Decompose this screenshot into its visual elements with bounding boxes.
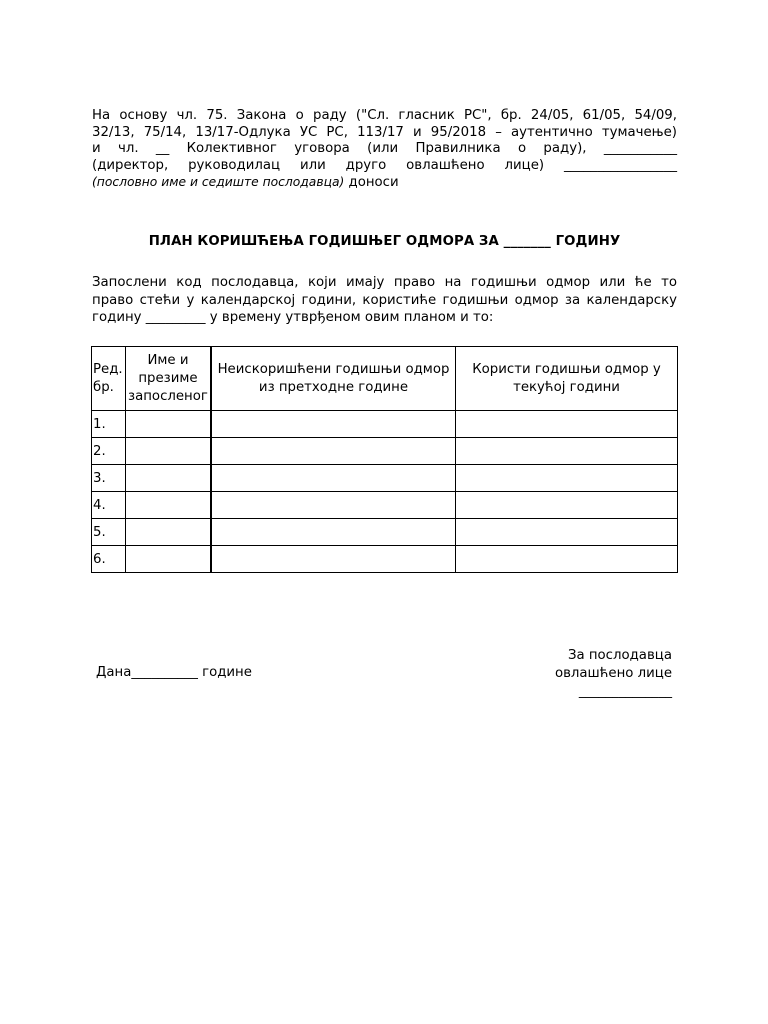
current-leave-cell[interactable]	[456, 519, 678, 546]
unused-leave-cell[interactable]	[211, 411, 456, 438]
document-title: ПЛАН КОРИШЋЕЊА ГОДИШЊЕГ ОДМОРА ЗА _______ ГОДИНУ	[148, 234, 621, 249]
header-unused-leave: Неискоришћени годишњи одмор из претходне године	[211, 347, 456, 411]
intro-line-5	[92, 174, 677, 192]
unused-leave-cell[interactable]	[211, 546, 456, 573]
intro-line-3: и чл. __ Колективног уговора (или Правилника о раду), ___________	[92, 141, 677, 156]
row-number: 2.	[92, 438, 126, 465]
body-line-1: Запослени код послодавца, који имају право на годишњи одмор или ће то	[92, 275, 677, 290]
table-row	[92, 411, 678, 438]
unused-leave-cell[interactable]	[211, 492, 456, 519]
current-leave-cell[interactable]	[456, 492, 678, 519]
date-line: Дана__________ године	[96, 665, 252, 680]
table-row	[92, 492, 678, 519]
row-number: 1.	[92, 411, 126, 438]
signature-line-1: За послодавца	[567, 648, 672, 663]
employee-name-cell[interactable]	[125, 519, 210, 546]
employee-name-cell[interactable]	[125, 546, 210, 573]
row-number: 5.	[92, 519, 126, 546]
table-row	[92, 438, 678, 465]
unused-leave-cell[interactable]	[211, 519, 456, 546]
header-ordinal: Ред. бр.	[92, 347, 126, 411]
current-leave-cell[interactable]	[456, 438, 678, 465]
current-leave-cell[interactable]	[456, 546, 678, 573]
table-row	[92, 465, 678, 492]
vacation-plan-table	[91, 346, 678, 573]
row-number: 6.	[92, 546, 126, 573]
table-row	[92, 546, 678, 573]
employee-name-cell[interactable]	[125, 492, 210, 519]
employer-note: (пословно име и седиште послодавца)	[92, 175, 345, 189]
employee-name-cell[interactable]	[125, 411, 210, 438]
body-line-3: годину _________ у времену утврђеном овим планом и то:	[92, 310, 494, 325]
row-number: 4.	[92, 492, 126, 519]
current-leave-cell[interactable]	[456, 411, 678, 438]
signature-block	[555, 647, 672, 701]
header-employee-name: Име и презиме запосленог	[125, 347, 210, 411]
table-row	[92, 519, 678, 546]
body-line-2: право стећи у календарској години, користиће годишњи одмор за календарску	[92, 292, 677, 308]
employee-name-cell[interactable]	[125, 438, 210, 465]
intro-paragraph	[92, 108, 677, 192]
header-current-leave: Користи годишњи одмор у текућој години	[456, 347, 678, 411]
unused-leave-cell[interactable]	[211, 438, 456, 465]
unused-leave-cell[interactable]	[211, 465, 456, 492]
employer-tail: доноси	[344, 175, 399, 190]
intro-line-1: На основу чл. 75. Закона о раду ("Сл. гласник РС", бр. 24/05, 61/05, 54/09,	[92, 108, 677, 123]
employee-name-cell[interactable]	[125, 465, 210, 492]
signature-line-2: овлашћено лице	[554, 666, 672, 681]
signature-blank: ______________	[578, 684, 672, 699]
intro-line-4: (директор, руководилац или друго овлашћено лице) _________________	[92, 157, 677, 173]
table-header-row	[92, 347, 678, 411]
row-number: 3.	[92, 465, 126, 492]
intro-line-2: 32/13, 75/14, 13/17-Одлука УС РС, 113/17 и 95/2018 – аутентично тумачење)	[92, 124, 677, 140]
current-leave-cell[interactable]	[456, 465, 678, 492]
body-paragraph	[92, 274, 677, 327]
